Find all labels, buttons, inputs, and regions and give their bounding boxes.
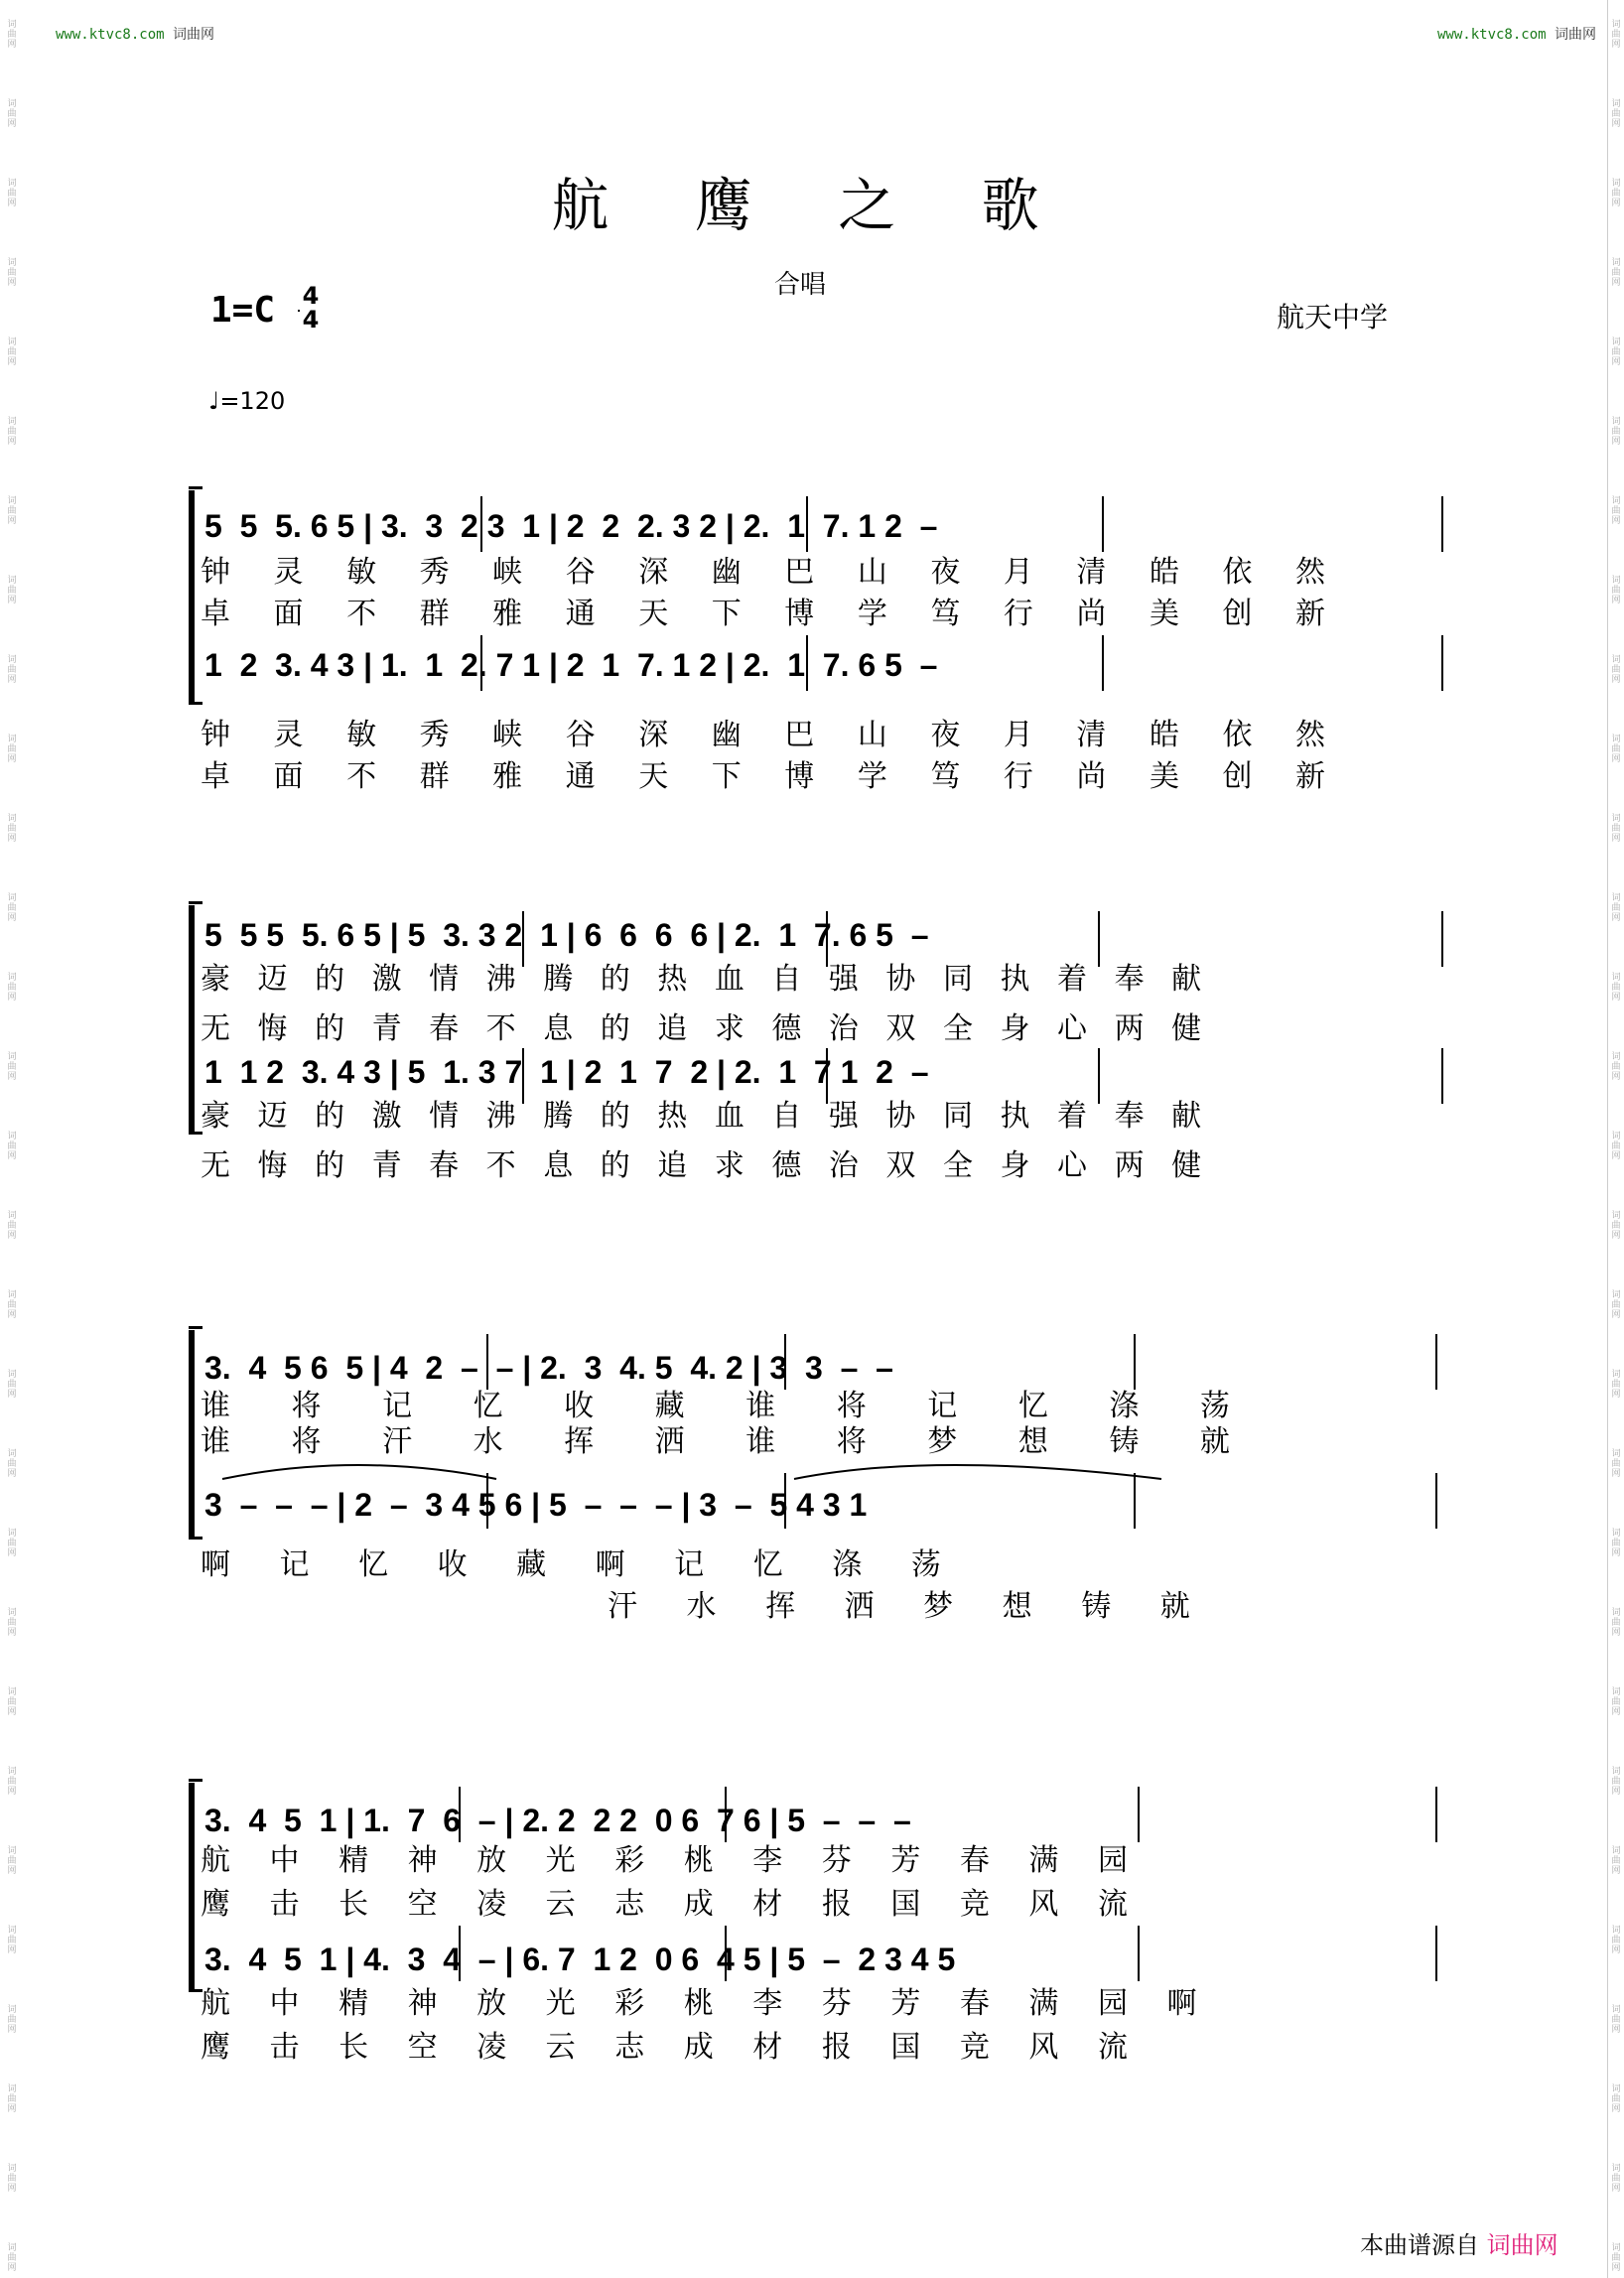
- barline: [1138, 1926, 1140, 1981]
- system-bracket: [189, 1330, 195, 1539]
- watermark-glyph: 词 曲 网: [1611, 1449, 1621, 1479]
- upper-voice-notes: 3. 4 5 1 | 1. 7 6 – | 2. 2 2 2 0 6 7 6 | 5 – – –: [204, 1803, 911, 1838]
- upper-lyrics-verse-2: 谁 将 汗 水 挥 洒 谁 将 梦 想 铸 就: [201, 1424, 1230, 1459]
- watermark-glyph: 词 曲 网: [7, 417, 17, 447]
- watermark-glyph: 词 曲 网: [1611, 1608, 1621, 1638]
- upper-lyrics-verse-2: 鹰 击 长 空 凌 云 志 成 材 报 国 竞 风 流: [201, 1887, 1128, 1922]
- watermark-glyph: 词 曲 网: [1611, 2164, 1621, 2194]
- watermark-glyph: 词 曲 网: [7, 258, 17, 288]
- barline: [1441, 635, 1443, 691]
- watermark-glyph: 词 曲 网: [1611, 1052, 1621, 1082]
- barline: [1138, 1787, 1140, 1842]
- lower-lyrics-verse-1: 航 中 精 神 放 光 彩 桃 李 芬 芳 春 满 园 啊: [201, 1986, 1197, 2021]
- lower-voice-notes: 3. 4 5 1 | 4. 3 4 – | 6. 7 1 2 0 6 4 5 | 5 – 2 3 4 5: [204, 1942, 956, 1977]
- watermark-glyph: 词 曲 网: [1611, 1211, 1621, 1241]
- lower-lyrics-verse-2: 汗 水 挥 洒 梦 想 铸 就: [608, 1589, 1190, 1624]
- watermark-glyph: 词 曲 网: [1611, 2084, 1621, 2114]
- key-signature: 1=C: [210, 290, 276, 331]
- lower-lyrics-verse-1: 豪 迈 的 激 情 沸 腾 的 热 血 自 强 协 同 执 着 奉 献: [201, 1099, 1202, 1134]
- upper-lyrics-verse-2: 卓 面 不 群 雅 通 天 下 博 学 笃 行 尚 美 创 新: [201, 597, 1326, 631]
- watermark-glyph: 词 曲 网: [1611, 1846, 1621, 1876]
- upper-voice-notes: 5 5 5 5. 6 5 | 5 3. 3 2 1 | 6 6 6 6 | 2. 1 7. 6 5 –: [204, 917, 929, 953]
- upper-lyrics-verse-1: 豪 迈 的 激 情 沸 腾 的 热 血 自 强 协 同 执 着 奉 献: [201, 962, 1202, 997]
- watermark-glyph: 词 曲 网: [1611, 814, 1621, 844]
- upper-lyrics-verse-1: 航 中 精 神 放 光 彩 桃 李 芬 芳 春 满 园: [201, 1843, 1128, 1878]
- lower-voice-notes: 1 2 3. 4 3 | 1. 1 2. 7 1 | 2 1 7. 1 2 | 2. 1 7. 6 5 –: [204, 647, 938, 683]
- time-signature: [298, 284, 324, 332]
- watermark-glyph: 词 曲 网: [7, 2164, 17, 2194]
- footer-text: 本曲谱源自: [1360, 2231, 1479, 2259]
- watermark-glyph: 词 曲 网: [1611, 1767, 1621, 1797]
- watermark-glyph: 词 曲 网: [1611, 99, 1621, 129]
- subtitle: 合唱: [774, 270, 827, 300]
- barline: [1441, 1048, 1443, 1104]
- barline: [1435, 1473, 1437, 1529]
- bracket-hook: [189, 901, 203, 904]
- time-sig-bottom: 4: [302, 306, 320, 334]
- watermark-glyph: 词 曲 网: [7, 1767, 17, 1797]
- watermark-glyph: 词 曲 网: [7, 1687, 17, 1717]
- watermark-glyph: 词 曲 网: [1611, 576, 1621, 605]
- watermark-glyph: 词 曲 网: [7, 1846, 17, 1876]
- site-url[interactable]: www.ktvc8.com: [1437, 27, 1547, 43]
- watermark-glyph: 词 曲 网: [1611, 179, 1621, 208]
- watermark-glyph: 词 曲 网: [7, 1449, 17, 1479]
- watermark-glyph: 词 曲 网: [1611, 258, 1621, 288]
- author: 航天中学: [1277, 301, 1389, 334]
- watermark-glyph: 词 曲 网: [1611, 1529, 1621, 1558]
- watermark-glyph: 词 曲 网: [7, 179, 17, 208]
- watermark-glyph: 词 曲 网: [1611, 1132, 1621, 1161]
- watermark-glyph: 词 曲 网: [7, 2243, 17, 2273]
- song-title: 航 鹰 之 歌: [551, 172, 1073, 239]
- barline: [1102, 496, 1104, 552]
- watermark-glyph: 词 曲 网: [1611, 1926, 1621, 1955]
- watermark-glyph: 词 曲 网: [7, 2005, 17, 2035]
- barline: [1435, 1926, 1437, 1981]
- bracket-hook: [189, 1779, 203, 1782]
- watermark-glyph: 词 曲 网: [7, 1529, 17, 1558]
- time-sig-line: [298, 310, 300, 312]
- watermark-glyph: 词 曲 网: [7, 99, 17, 129]
- watermark-glyph: 词 曲 网: [1611, 655, 1621, 685]
- watermark-strip-left: [6, 0, 26, 2278]
- footer-source[interactable]: [1360, 2225, 1558, 2260]
- watermark-glyph: 词 曲 网: [7, 1132, 17, 1161]
- watermark-glyph: 词 曲 网: [7, 1290, 17, 1320]
- lower-lyrics-verse-1: 钟 灵 敏 秀 峡 谷 深 幽 巴 山 夜 月 清 皓 依 然: [201, 718, 1326, 752]
- watermark-glyph: 词 曲 网: [7, 735, 17, 764]
- bracket-hook: [189, 702, 203, 705]
- watermark-glyph: 词 曲 网: [1611, 417, 1621, 447]
- system-bracket: [189, 1783, 195, 1991]
- bracket-hook: [189, 1537, 203, 1540]
- barline: [1435, 1334, 1437, 1390]
- lower-lyrics-verse-2: 鹰 击 长 空 凌 云 志 成 材 报 国 竞 风 流: [201, 2030, 1128, 2065]
- barline: [1098, 1048, 1100, 1104]
- watermark-glyph: 词 曲 网: [7, 1370, 17, 1400]
- watermark-glyph: 词 曲 网: [1611, 735, 1621, 764]
- footer-site-link[interactable]: 词曲网: [1486, 2231, 1558, 2259]
- lower-lyrics-verse-1: 啊 记 忆 收 藏 啊 记 忆 涤 荡: [201, 1547, 941, 1582]
- watermark-glyph: 词 曲 网: [1611, 496, 1621, 526]
- watermark-glyph: 词 曲 网: [7, 1926, 17, 1955]
- watermark-glyph: 词 曲 网: [7, 1052, 17, 1082]
- system-bracket: [189, 905, 195, 1134]
- watermark-glyph: 词 曲 网: [7, 1608, 17, 1638]
- watermark-glyph: 词 曲 网: [7, 576, 17, 605]
- upper-voice-notes: 5 5 5. 6 5 | 3. 3 2 3 1 | 2 2 2. 3 2 | 2. 1 7. 1 2 –: [204, 508, 938, 544]
- site-url[interactable]: www.ktvc8.com: [56, 27, 165, 43]
- system-bracket: [189, 490, 195, 705]
- watermark-glyph: 词 曲 网: [1611, 2005, 1621, 2035]
- watermark-glyph: 词 曲 网: [1611, 1370, 1621, 1400]
- watermark-strip-right: [1610, 0, 1624, 2278]
- watermark-glyph: 词 曲 网: [1611, 20, 1621, 50]
- lower-voice-notes: 1 1 2 3. 4 3 | 5 1. 3 7 1 | 2 1 7 2 | 2. 1 7 1 2 –: [204, 1054, 929, 1090]
- barline: [1435, 1787, 1437, 1842]
- barline: [1441, 911, 1443, 967]
- watermark-glyph: 词 曲 网: [7, 973, 17, 1003]
- watermark-glyph: 词 曲 网: [1611, 337, 1621, 367]
- watermark-glyph: 词 曲 网: [7, 655, 17, 685]
- time-sig-top: 4: [302, 282, 320, 310]
- bracket-hook: [189, 1326, 203, 1329]
- barline: [1441, 496, 1443, 552]
- watermark-glyph: 词 曲 网: [7, 1211, 17, 1241]
- watermark-glyph: 词 曲 网: [7, 814, 17, 844]
- site-name: 词曲网: [1555, 27, 1597, 43]
- upper-lyrics-verse-1: 钟 灵 敏 秀 峡 谷 深 幽 巴 山 夜 月 清 皓 依 然: [201, 555, 1326, 590]
- header-site-right[interactable]: [1437, 24, 1596, 44]
- watermark-glyph: 词 曲 网: [1611, 1687, 1621, 1717]
- watermark-glyph: 词 曲 网: [1611, 893, 1621, 923]
- watermark-glyph: 词 曲 网: [7, 496, 17, 526]
- watermark-glyph: 词 曲 网: [7, 20, 17, 50]
- upper-lyrics-verse-1: 谁 将 记 忆 收 藏 谁 将 记 忆 涤 荡: [201, 1389, 1230, 1423]
- lower-lyrics-verse-2: 卓 面 不 群 雅 通 天 下 博 学 笃 行 尚 美 创 新: [201, 759, 1326, 794]
- barline: [1102, 635, 1104, 691]
- phrase-slurs: [218, 1455, 1181, 1485]
- watermark-glyph: 词 曲 网: [7, 337, 17, 367]
- upper-voice-notes: 3. 4 5 6 5 | 4 2 – – | 2. 3 4. 5 4. 2 | 3 3 – –: [204, 1350, 893, 1386]
- watermark-glyph: 词 曲 网: [1611, 2243, 1621, 2273]
- tempo-mark: ♩=120: [208, 387, 286, 415]
- bracket-hook: [189, 486, 203, 489]
- watermark-glyph: 词 曲 网: [1611, 973, 1621, 1003]
- lower-voice-notes: 3 – – – | 2 – 3 4 5 6 | 5 – – – | 3 – 5 4 3 1: [204, 1487, 868, 1523]
- barline: [1134, 1334, 1136, 1390]
- upper-lyrics-verse-2: 无 悔 的 青 春 不 息 的 追 求 德 治 双 全 身 心 两 健: [201, 1011, 1202, 1046]
- page-edge-line: [1607, 0, 1608, 2278]
- lower-lyrics-verse-2: 无 悔 的 青 春 不 息 的 追 求 德 治 双 全 身 心 两 健: [201, 1148, 1202, 1183]
- site-name: 词曲网: [173, 27, 215, 43]
- barline: [1098, 911, 1100, 967]
- watermark-glyph: 词 曲 网: [7, 2084, 17, 2114]
- header-site-left[interactable]: [56, 24, 214, 44]
- watermark-glyph: 词 曲 网: [7, 893, 17, 923]
- watermark-glyph: 词 曲 网: [1611, 1290, 1621, 1320]
